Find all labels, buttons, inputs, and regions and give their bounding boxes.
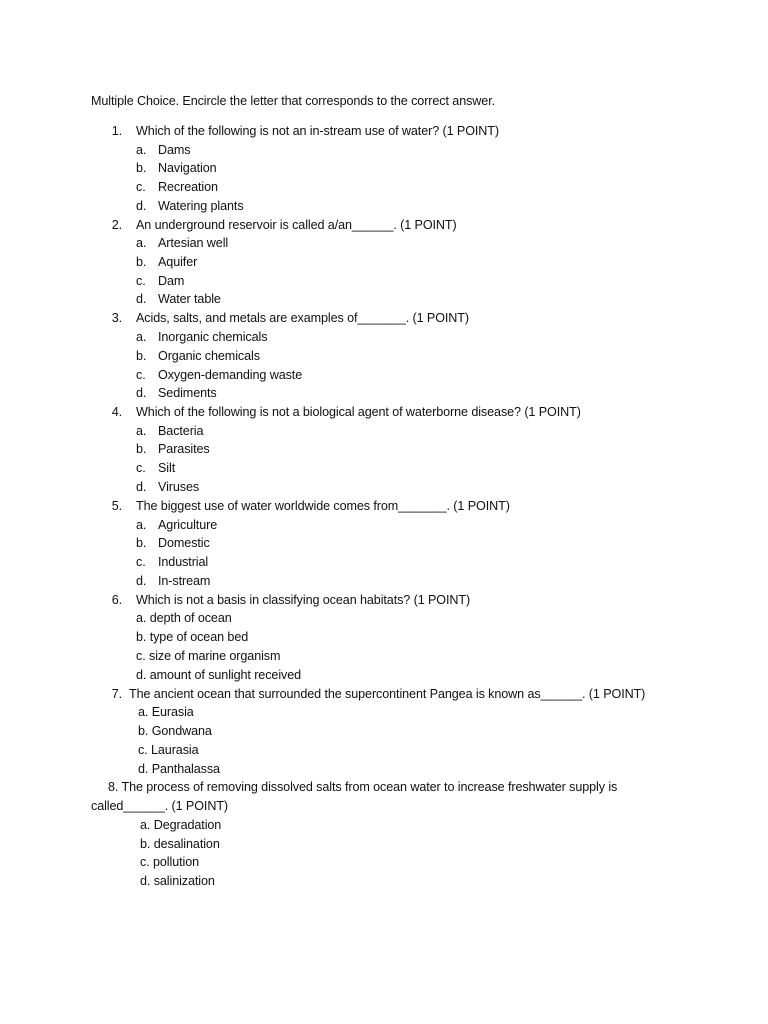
- option-text: Navigation: [158, 161, 217, 175]
- option-text: Dams: [158, 143, 191, 157]
- option-text: Watering plants: [158, 199, 244, 213]
- option-text: Bacteria: [158, 424, 204, 438]
- option-text: Agriculture: [158, 518, 218, 532]
- option-6a[interactable]: a. depth of ocean: [136, 611, 232, 625]
- option-text: Artesian well: [158, 236, 229, 250]
- question-8-line2: called______. (1 POINT): [91, 799, 229, 813]
- option-letter[interactable]: c.: [136, 555, 146, 569]
- option-text: In-stream: [158, 574, 211, 588]
- option-letter[interactable]: a.: [136, 518, 147, 532]
- option-8b[interactable]: b. desalination: [140, 837, 220, 851]
- option-8a[interactable]: a. Degradation: [140, 818, 222, 832]
- question-number: 2.: [111, 218, 122, 232]
- question-number: 3.: [111, 311, 122, 325]
- question-text: Acids, salts, and metals are examples of_______. (1 POINT): [136, 311, 469, 325]
- question-number: 7.: [111, 687, 122, 701]
- option-text: Silt: [158, 461, 176, 475]
- option-letter[interactable]: c.: [136, 461, 146, 475]
- option-text: Organic chemicals: [158, 349, 260, 363]
- question-text: Which is not a basis in classifying ocean habitats? (1 POINT): [136, 593, 471, 607]
- option-6d[interactable]: d. amount of sunlight received: [136, 668, 302, 682]
- option-6c[interactable]: c. size of marine organism: [136, 649, 281, 663]
- option-text: Oxygen-demanding waste: [158, 368, 303, 382]
- option-text: Recreation: [158, 180, 218, 194]
- question-number: 6.: [111, 593, 122, 607]
- option-letter[interactable]: d.: [136, 480, 147, 494]
- option-6b[interactable]: b. type of ocean bed: [136, 630, 249, 644]
- option-letter[interactable]: d.: [136, 199, 147, 213]
- option-text: Inorganic chemicals: [158, 330, 268, 344]
- option-letter[interactable]: b.: [136, 161, 147, 175]
- question-text: An underground reservoir is called a/an______. (1 POINT): [136, 218, 457, 232]
- option-7d[interactable]: d. Panthalassa: [138, 762, 220, 776]
- option-text: Water table: [158, 292, 221, 306]
- option-text: Dam: [158, 274, 185, 288]
- option-letter[interactable]: d.: [136, 574, 147, 588]
- question-text: Which of the following is not a biological agent of waterborne disease? (1 POINT): [136, 405, 581, 419]
- question-number: 4.: [111, 405, 122, 419]
- question-number: 5.: [111, 499, 122, 513]
- option-8d[interactable]: d. salinization: [140, 874, 215, 888]
- option-7b[interactable]: b. Gondwana: [138, 724, 212, 738]
- option-letter[interactable]: d.: [136, 386, 147, 400]
- question-text: The ancient ocean that surrounded the supercontinent Pangea is known as______. (1 POINT): [129, 687, 646, 701]
- option-letter[interactable]: b.: [136, 536, 147, 550]
- question-number: 1.: [111, 124, 122, 138]
- option-letter[interactable]: a.: [136, 330, 147, 344]
- option-letter[interactable]: d.: [136, 292, 147, 306]
- option-letter[interactable]: c.: [136, 274, 146, 288]
- option-text: Aquifer: [158, 255, 198, 269]
- option-letter[interactable]: a.: [136, 143, 147, 157]
- option-letter[interactable]: b.: [136, 349, 147, 363]
- option-7c[interactable]: c. Laurasia: [138, 743, 199, 757]
- question-text: Which of the following is not an in-stream use of water? (1 POINT): [136, 124, 499, 138]
- instructions: Multiple Choice. Encircle the letter that corresponds to the correct answer.: [91, 94, 495, 108]
- question-8-line1: 8. The process of removing dissolved salts from ocean water to increase freshwater supply is: [108, 780, 618, 794]
- option-text: Industrial: [158, 555, 209, 569]
- option-text: Viruses: [158, 480, 200, 494]
- option-text: Sediments: [158, 386, 217, 400]
- option-letter[interactable]: c.: [136, 180, 146, 194]
- option-text: Domestic: [158, 536, 210, 550]
- option-letter[interactable]: a.: [136, 424, 147, 438]
- option-letter[interactable]: b.: [136, 255, 147, 269]
- option-letter[interactable]: c.: [136, 368, 146, 382]
- option-8c[interactable]: c. pollution: [140, 855, 200, 869]
- option-letter[interactable]: a.: [136, 236, 147, 250]
- option-7a[interactable]: a. Eurasia: [138, 705, 194, 719]
- option-text: Parasites: [158, 442, 210, 456]
- question-text: The biggest use of water worldwide comes from_______. (1 POINT): [136, 499, 510, 513]
- option-letter[interactable]: b.: [136, 442, 147, 456]
